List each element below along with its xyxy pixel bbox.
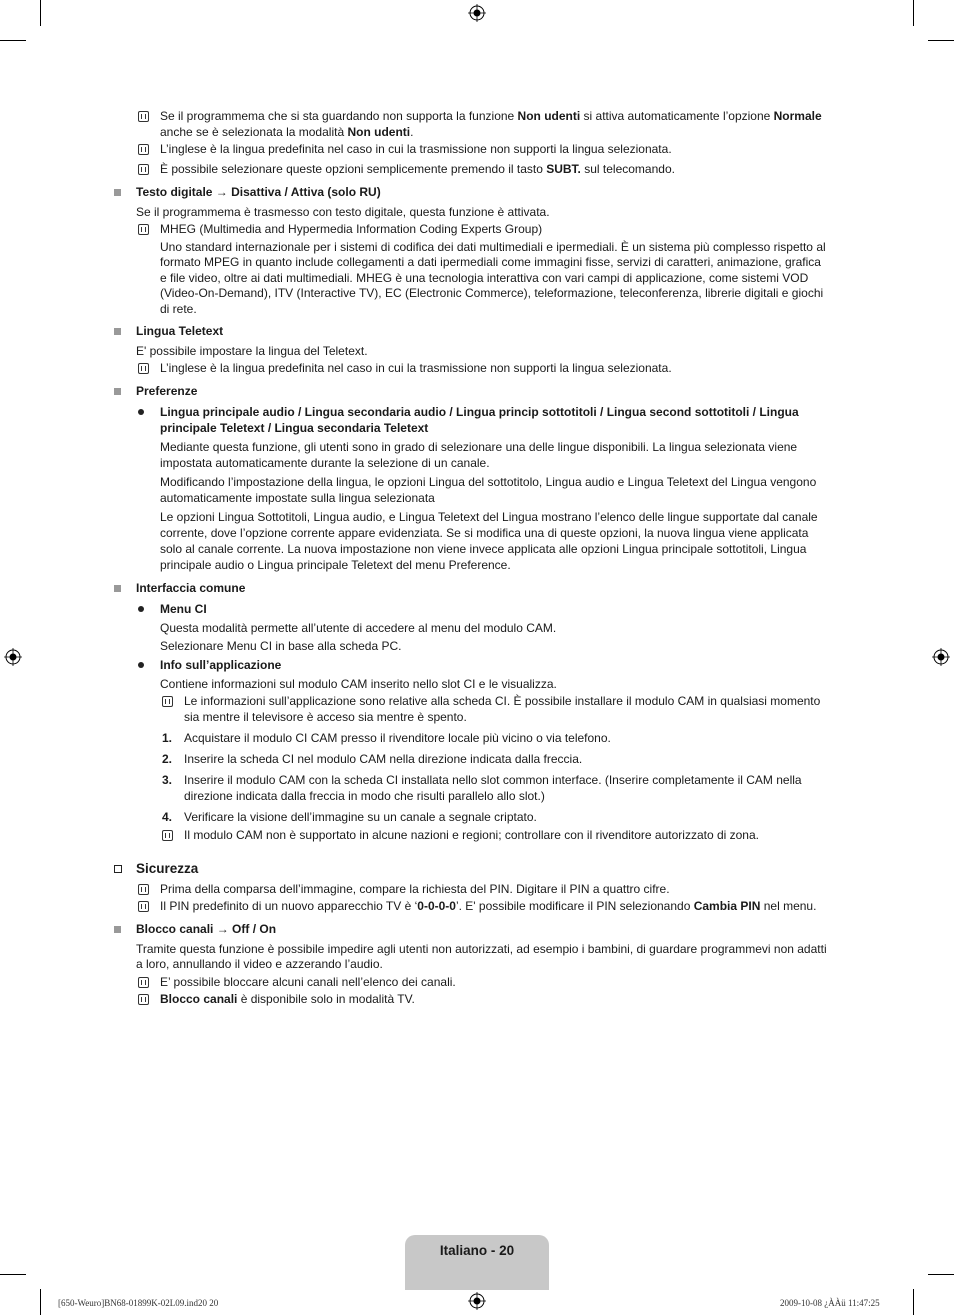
bullet-heading: principale Teletext / Lingua secondaria Teletext	[160, 421, 429, 435]
note-icon	[138, 977, 149, 988]
step-text: direzione indicata dalla freccia in modo che risulti parallelo allo slot.)	[184, 789, 545, 803]
text: Il PIN predefinito di un nuovo apparecchio TV è ‘	[160, 899, 418, 913]
paragraph: Questa modalità permette all’utente di accedere al menu del modulo CAM.	[160, 621, 557, 635]
bold-text: Non udenti	[347, 125, 411, 139]
paragraph: a loro, annullando il video e azzerando l’audio.	[136, 957, 383, 971]
note-text	[160, 162, 675, 178]
remote-icon	[138, 164, 149, 175]
note-icon	[138, 144, 149, 155]
note-text: Il modulo CAM non è supportato in alcune nazioni e regioni; controllare con il rivenditore autorizzato di zona.	[184, 828, 759, 842]
section-heading: Testo digitale → Disattiva / Attiva (solo RU)	[136, 185, 381, 199]
step-number: 2.	[162, 752, 173, 766]
print-meta-left: [650-Weuro]BN68-01899K-02L09.ind20 20	[58, 1298, 219, 1308]
text: sul telecomando.	[580, 162, 675, 176]
step-text: Acquistare il modulo CI CAM presso il rivenditore locale più vicino o via telefono.	[184, 731, 611, 745]
crop-mark	[928, 40, 954, 41]
text: nel menu.	[760, 899, 817, 913]
step-text: Inserire la scheda CI nel modulo CAM nella direzione indicata dalla freccia.	[184, 752, 583, 766]
step-text: Inserire il modulo CAM con la scheda CI installata nello slot common interface. (Inserire completamente il CAM nella	[184, 773, 802, 787]
paragraph: Modificando l’impostazione della lingua, le opzioni Lingua del sottotitolo, Lingua audio e Lingua Teletext del Lingua vengono	[160, 475, 817, 489]
paragraph: formato MPEG in quanto include collegamenti a dati ipermediali come immagini fisse, servizi di caratteri, animazione, grafica	[160, 255, 821, 269]
note-icon	[138, 363, 149, 374]
text: È possibile selezionare queste opzioni semplicemente premendo il tasto	[160, 162, 547, 176]
bullet-heading: Lingua principale audio / Lingua secondaria audio / Lingua princip sottotitoli / Lingua second sottotitoli / Lingua	[160, 405, 799, 419]
bullet-heading: Menu CI	[160, 602, 207, 616]
bold-text: Blocco canali	[160, 992, 238, 1006]
paragraph: Se il programmema è trasmesso con testo digitale, questa funzione è attivata.	[136, 205, 550, 219]
note-icon	[138, 901, 149, 912]
note-icon	[162, 696, 173, 707]
section-heading: Preferenze	[136, 384, 198, 398]
bold-text: SUBT.	[546, 162, 581, 176]
note-text	[160, 992, 415, 1008]
crop-mark	[913, 1289, 914, 1315]
step-text: Verificare la visione dell’immagine su un canale a segnale criptato.	[184, 810, 537, 824]
note-text: MHEG (Multimedia and Hypermedia Information Coding Experts Group)	[160, 222, 543, 236]
bullet-icon	[138, 606, 144, 612]
text: Se il programmema che si sta guardando non supporta la funzione	[160, 109, 518, 123]
text: .	[410, 125, 414, 139]
bold-text: 0-0-0-0	[417, 899, 456, 913]
bullet-icon	[138, 409, 144, 415]
paragraph: di rete.	[160, 302, 197, 316]
section-square-icon	[114, 926, 121, 933]
note-text: L’inglese è la lingua predefinita nel caso in cui la trasmissione non supporti la lingua selezionata.	[160, 142, 672, 156]
section-heading: Blocco canali → Off / On	[136, 922, 277, 936]
crop-mark	[0, 1274, 26, 1275]
step-number: 3.	[162, 773, 173, 787]
step-number: 1.	[162, 731, 173, 745]
note-icon	[138, 224, 149, 235]
paragraph: automaticamente impostate sulla lingua selezionata	[160, 491, 435, 505]
note-text	[160, 109, 822, 125]
registration-mark-icon	[468, 1292, 486, 1310]
note-icon	[138, 111, 149, 122]
section-square-icon	[114, 388, 121, 395]
text: si attiva automaticamente l’opzione	[580, 109, 774, 123]
crop-mark	[928, 1274, 954, 1275]
section-heading: Lingua Teletext	[136, 324, 224, 338]
note-text: L’inglese è la lingua predefinita nel caso in cui la trasmissione non supporti la lingua selezionata.	[160, 361, 672, 375]
paragraph: Mediante questa funzione, gli utenti sono in grado di selezionare una delle lingue disponibili. La lingua selezionata viene	[160, 440, 798, 454]
paragraph: principale audio o Lingua principale Teletext del menu Preference.	[160, 558, 511, 572]
note-icon	[138, 884, 149, 895]
bullet-icon	[138, 662, 144, 668]
section-square-icon	[114, 189, 121, 196]
page-number: Italiano - 20	[439, 1243, 515, 1258]
paragraph: e file video, oltre ai dati multimediali. MHEG è una tecnologia interattiva con vari campi di applicazione, come sistemi VOD	[160, 271, 809, 285]
bullet-heading: Info sull’applicazione	[160, 658, 282, 672]
note-icon	[138, 994, 149, 1005]
crop-mark	[913, 0, 914, 26]
section-square-icon	[114, 328, 121, 335]
section-title: Sicurezza	[136, 861, 199, 876]
step-number: 4.	[162, 810, 173, 824]
section-heading: Interfaccia comune	[136, 581, 246, 595]
print-meta-right: 2009-10-08 ¿ÀÀü 11:47:25	[780, 1298, 880, 1308]
bold-text: Normale	[773, 109, 822, 123]
paragraph: solo al canale corrente. La nuova impostazione non viene invece applicata alle opzioni Lingua principale sottotitoli, Lingua	[160, 542, 807, 556]
bold-text: Non udenti	[517, 109, 581, 123]
registration-mark-icon	[932, 648, 950, 666]
paragraph: impostata automaticamente durante la selezione di un canale.	[160, 456, 490, 470]
note-text: Le informazioni sull’applicazione sono relative alla scheda CI. È possibile installare il modulo CAM in qualsiasi momento	[184, 694, 821, 708]
paragraph: Tramite questa funzione è possibile impedire agli utenti non autorizzati, ad esempio i bambini, di guardare programmevi non adatti	[136, 942, 827, 956]
note-text: sia mentre il televisore è acceso sia mentre è spento.	[184, 710, 467, 724]
registration-mark-icon	[4, 648, 22, 666]
crop-mark	[40, 1289, 41, 1315]
note-text	[160, 899, 816, 915]
paragraph: (Video-On-Demand), ITV (Interactive TV), EC (Electronic Commerce), teleformazione, teleconferenza, librerie digitali e giochi	[160, 286, 824, 300]
paragraph: E' possibile impostare la lingua del Teletext.	[136, 344, 368, 358]
paragraph: corrente, dove l’opzione corrente appare evidenziata. Se si modifica una di queste opzioni, la nuova lingua viene applicata	[160, 526, 809, 540]
registration-mark-icon	[468, 4, 486, 22]
crop-mark	[40, 0, 41, 26]
paragraph: Uno standard internazionale per i sistemi di codifica dei dati multimediali e ipermediali. È un sistema più complesso rispetto al	[160, 240, 826, 254]
text: anche se è selezionata la modalità	[160, 125, 348, 139]
paragraph: Le opzioni Lingua Sottotitoli, Lingua audio, e Lingua Teletext del Lingua mostrano l’elenco delle lingue supportate dal canale	[160, 510, 818, 524]
note-icon	[162, 830, 173, 841]
note-text: E’ possibile bloccare alcuni canali nell’elenco dei canali.	[160, 975, 456, 989]
section-square-icon	[114, 585, 121, 592]
paragraph: Contiene informazioni sul modulo CAM inserito nello slot CI e le visualizza.	[160, 677, 557, 691]
note-text	[160, 125, 413, 141]
bold-text: Cambia PIN	[693, 899, 761, 913]
text: è disponibile solo in modalità TV.	[237, 992, 415, 1006]
section-checkbox-icon	[114, 865, 122, 873]
paragraph: Selezionare Menu CI in base alla scheda PC.	[160, 639, 402, 653]
note-text: Prima della comparsa dell’immagine, compare la richiesta del PIN. Digitare il PIN a quattro cifre.	[160, 882, 670, 896]
text: ’. E' possibile modificare il PIN selezionando	[455, 899, 694, 913]
crop-mark	[0, 40, 26, 41]
